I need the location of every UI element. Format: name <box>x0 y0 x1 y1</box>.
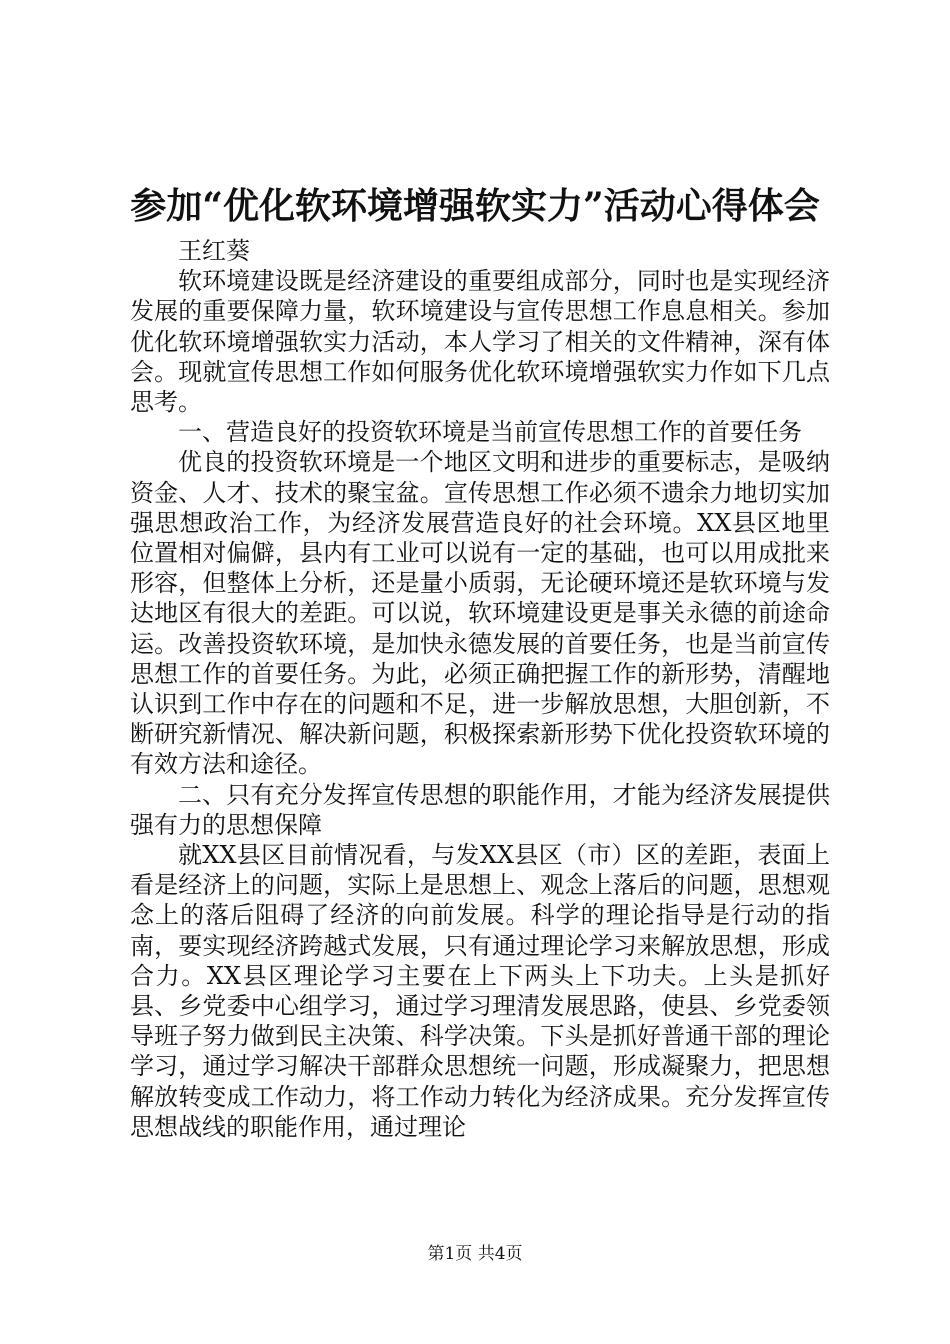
author-name: 王红葵 <box>178 237 250 265</box>
section-heading-2: 二、只有充分发挥宣传思想的职能作用，才能为经济发展提供强有力的思想保障 <box>130 780 830 839</box>
paragraph-intro: 软环境建设既是经济建设的重要组成部分，同时也是实现经济发展的重要保障力量，软环境建设与宣传思想工作息息相关。参加优化软环境增强软实力活动，本人学习了相关的文件精神，深有体会。现就宣传思想工作如何服务优化软环境增强软实力作如下几点思考。 <box>130 267 830 417</box>
paragraph-section-1: 优良的投资软环境是一个地区文明和进步的重要标志，是吸纳资金、人才、技术的聚宝盆。宣传思想工作必须不遗余力地切实加强思想政治工作，为经济发展营造良好的社会环境。XX县区地里位置相对偏僻，县内有工业可以说有一定的基础，也可以用成批来形容，但整体上分析，还是量小质弱，无论硬环境还是软环境与发达地区有很大的差距。可以说，软环境建设更是事关永德的前途命运。改善投资软环境，是加快永德发展的首要任务，也是当前宣传思想工作的首要任务。为此，必须正确把握工作的新形势，清醒地认识到工作中存在的问题和不足，进一步解放思想，大胆创新，不断研究新情况、解决新问题，积极探索新形势下优化投资软环境的有效方法和途径。 <box>130 448 830 779</box>
document-body <box>130 236 830 1142</box>
section-heading-1: 一、营造良好的投资软环境是当前宣传思想工作的首要任务 <box>178 418 802 447</box>
paragraph-section-2: 就XX县区目前情况看，与发XX县区（市）区的差距，表面上看是经济上的问题，实际上是思想上、观念上落后的问题，思想观念上的落后阻碍了经济的向前发展。科学的理论指导是行动的指南，要实现经济跨越式发展，只有通过理论学习来解放思想，形成合力。XX县区理论学习主要在上下两头上下功夫。上头是抓好县、乡党委中心组学习，通过学习理清发展思路，使县、乡党委领导班子努力做到民主决策、科学决策。下头是抓好普通干部的理论学习，通过学习解决干部群众思想统一问题，形成凝聚力，把思想解放转变成工作动力，将工作动力转化为经济成果。充分发挥宣传思想战线的职能作用，通过理论 <box>130 841 830 1141</box>
document-title: 参加“优化软环境增强软实力”活动心得体会 <box>130 185 820 227</box>
page-number-footer: 第1页 共4页 <box>427 1244 523 1264</box>
